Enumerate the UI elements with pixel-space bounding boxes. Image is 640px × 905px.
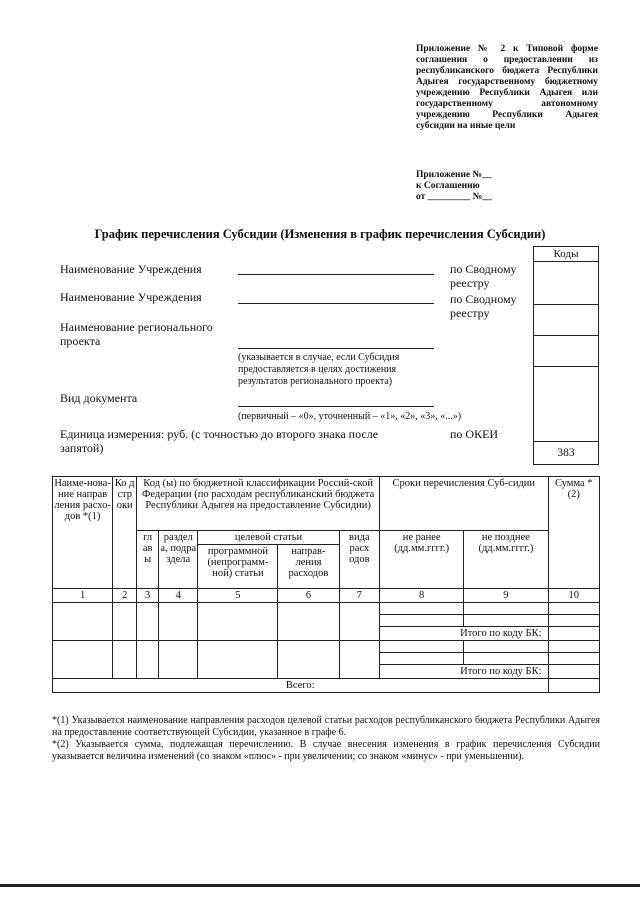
th-target: целевой статьи xyxy=(198,531,339,545)
okei-label: по ОКЕИ xyxy=(450,427,499,441)
th-not-after: не позднее (дд.мм.гггг.) xyxy=(464,531,548,589)
footnotes xyxy=(52,715,600,763)
subtotal-label: Итого по коду БК: xyxy=(380,627,548,641)
by-register-2: по Сводному реестру xyxy=(450,292,517,320)
by-register-1: по Сводному реестру xyxy=(450,262,517,290)
institution-label-2: Наименование Учреждения xyxy=(60,290,202,304)
project-line xyxy=(238,348,434,349)
numbers-row xyxy=(53,589,600,603)
footnote-2: *(2) Указывается сумма, подлежащая перечислению. В случае внесения изменения в график перечисления Субсидии указывается величина изменений (со знаком «плюс» - при увеличении; со знаком «минус» - при уменьшении). xyxy=(52,739,600,762)
subtotal-label: Итого по коду БК: xyxy=(380,665,548,679)
appendix-agreement-line1: Приложение №__ xyxy=(416,170,492,180)
unit-label: Единица измерения: руб. (с точностью до второго знака после запятой) xyxy=(60,427,379,455)
col-number: 10 xyxy=(548,589,599,603)
doc-type-line xyxy=(238,406,434,407)
code-okei: 383 xyxy=(534,442,599,465)
institution-line-2 xyxy=(238,303,434,304)
col-number: 7 xyxy=(339,589,380,603)
col-number: 3 xyxy=(137,589,159,603)
project-hint: (указывается в случае, если Субсидия предоставляется в целях достижения результатов регионального проекта) xyxy=(238,352,400,387)
appendix-agreement xyxy=(416,170,566,203)
col-number: 6 xyxy=(278,589,339,603)
footnote-1: *(1) Указывается наименование направления расходов целевой статьи расходов республиканского бюджета Республики Адыгея на предоставление соответствующей Субсидии, указанное в графе 6. xyxy=(52,715,600,738)
th-direction: Наиме-нова-ние направ ления расхо-дов *(1) xyxy=(53,477,113,589)
code-register-1 xyxy=(534,262,599,305)
th-line-code: Ко д стр оки xyxy=(113,477,137,589)
schedule-table xyxy=(52,476,600,693)
th-direction-expenses: направ-ления расходов xyxy=(278,545,339,589)
th-chapter: гл ав ы xyxy=(137,531,159,589)
codes-table xyxy=(533,246,599,465)
th-section: раздел а, подра здела xyxy=(159,531,198,589)
total-row xyxy=(53,679,600,693)
col-number: 5 xyxy=(198,589,278,603)
code-doc-type xyxy=(534,367,599,442)
col-number: 8 xyxy=(380,589,464,603)
th-budget-classification: Код (ы) по бюджетной классификации Россий-ской Федерации (по расходам республиканский бюджета Республики Адыгея на предоставление Субсидии) xyxy=(137,477,380,531)
total-label: Всего: xyxy=(53,679,549,693)
institution-label-1: Наименование Учреждения xyxy=(60,262,202,276)
doc-type-hint: (первичный – «0», уточненный – «1», «2», «3», «...») xyxy=(238,411,462,422)
code-project xyxy=(534,336,599,367)
appendix-note: Приложение № 2 к Типовой форме соглашения о предоставлении из республиканского бюджета Республики Адыгея государственному бюджетному учреждению Республики Адыгея или государственному автономному учреждению Республики Адыгея субсидии на иные цели xyxy=(416,44,598,131)
institution-line-1 xyxy=(238,274,434,275)
table-row xyxy=(53,641,600,653)
th-program: программной (непрограмм-ной) статьи xyxy=(198,545,278,589)
project-label: Наименование регионального проекта xyxy=(60,320,213,348)
doc-type-label: Вид документа xyxy=(60,391,138,405)
appendix-agreement-line3: от _________ №__ xyxy=(416,192,492,202)
th-sum: Сумма *(2) xyxy=(548,477,599,589)
th-terms: Сроки перечисления Суб-сидии xyxy=(380,477,548,531)
table-row xyxy=(53,603,600,615)
col-number: 9 xyxy=(464,589,548,603)
code-register-2 xyxy=(534,305,599,336)
codes-header: Коды xyxy=(534,247,599,262)
document-title: График перечисления Субсидии (Изменения в график перечисления Субсидии) xyxy=(94,227,546,241)
col-number: 1 xyxy=(53,589,113,603)
appendix-agreement-line2: к Соглашению xyxy=(416,181,480,191)
page-bottom-rule xyxy=(0,884,640,887)
th-not-before: не ранее (дд.мм.гггг.) xyxy=(380,531,464,589)
th-expense-type: вида расх одов xyxy=(339,531,380,589)
col-number: 2 xyxy=(113,589,137,603)
col-number: 4 xyxy=(159,589,198,603)
